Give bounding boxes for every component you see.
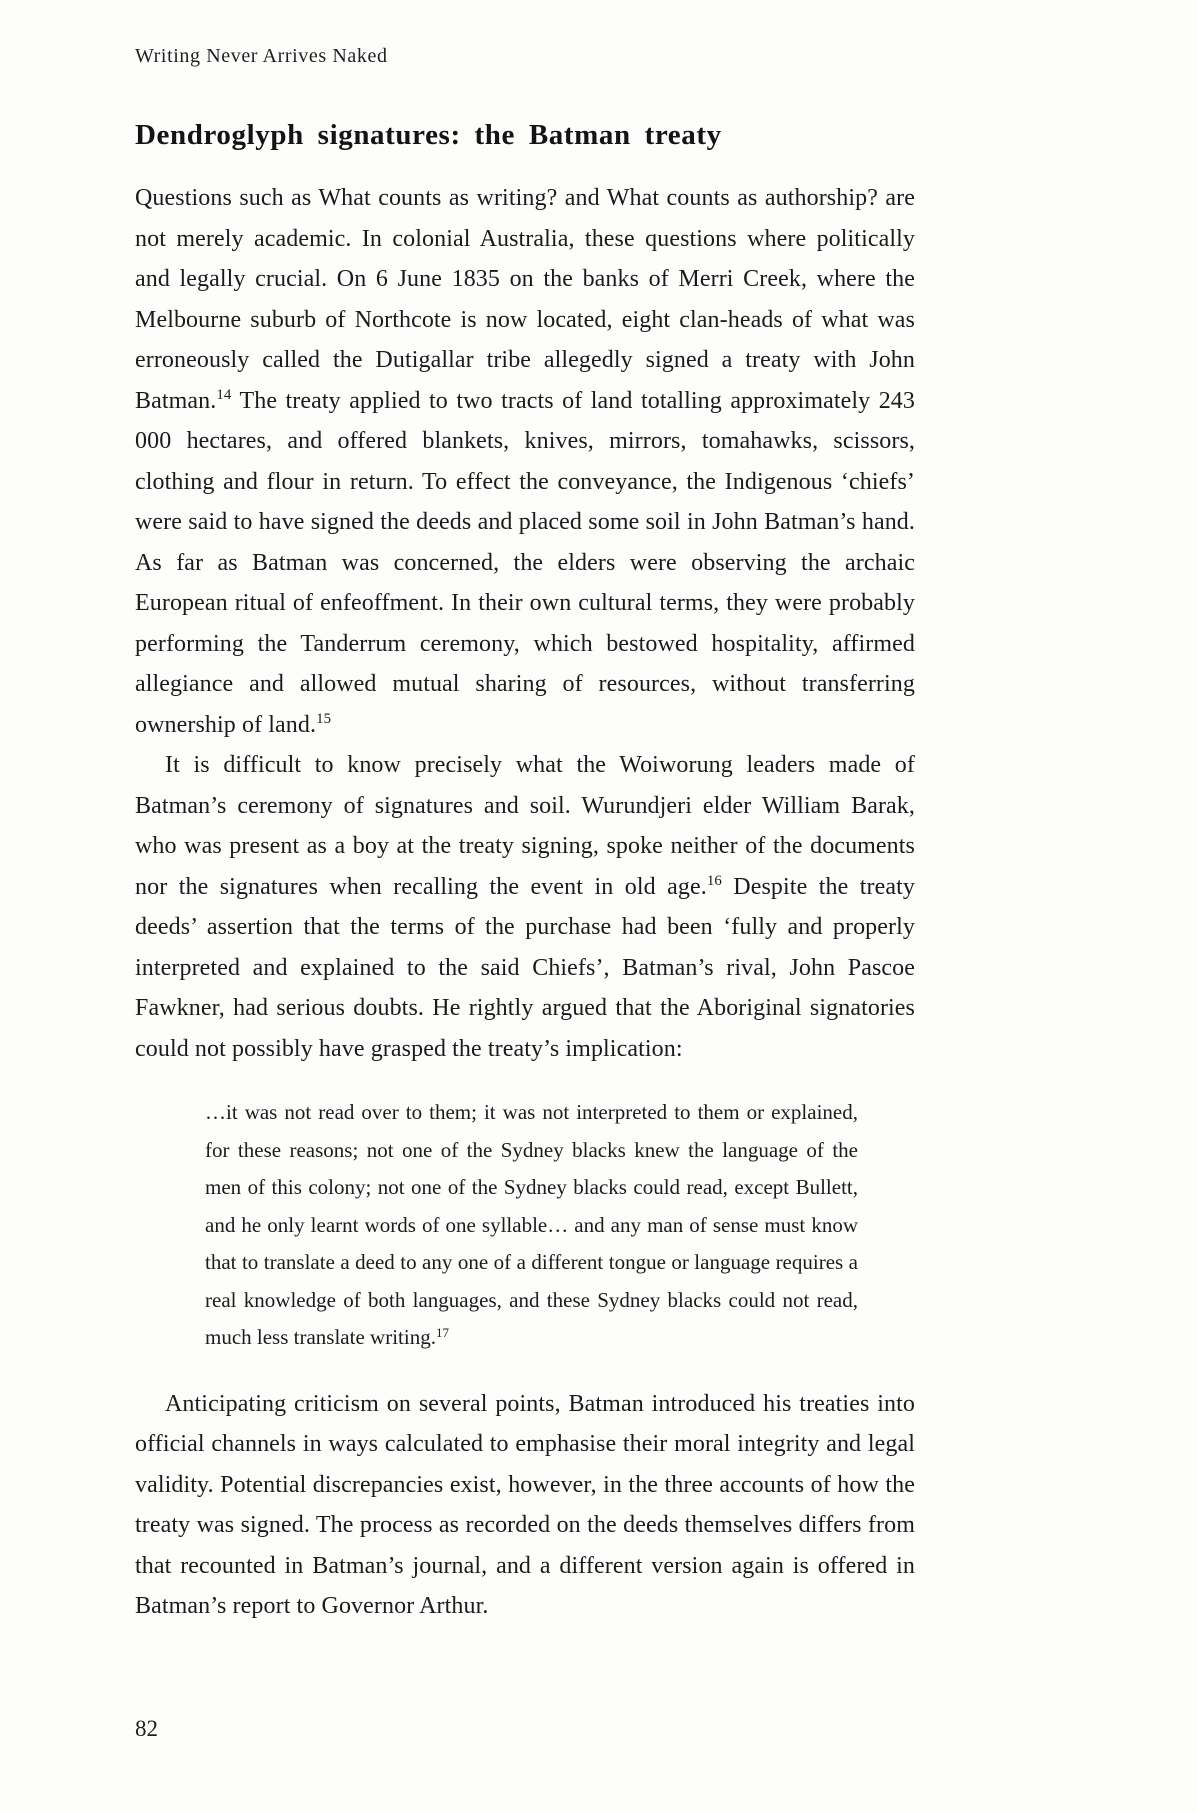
page-number: 82 (135, 1716, 158, 1741)
footnote-ref: 16 (706, 873, 722, 890)
body-paragraph: Anticipating criticism on several points, Batman introduced his treaties into official channels in ways calculated to emphasise their moral integrity and legal validity. Potential discrepancies exist, however, in the three accounts of how the treaty was signed. The process as recorded on the deeds themselves differs from that recounted in Batman’s journal, and a different version again is offered in Batman’s report to Governor Arthur. (135, 1390, 915, 1619)
body-paragraph: Questions such as What counts as writing? and What counts as authorship? are not merely academic. In colonial Australia, these questions where politically and legally crucial. On 6 June 1835 on the banks of Merri Creek, where the Melbourne suburb of Northcote is now located, eight clan-heads of what was erroneously called the Dutigallar tribe allegedly signed a treaty with John Batman.$^{14}$ The treaty applied to two tracts of land totalling approximately 243 000 hectares, and offered blankets, knives, mirrors, tomahawks, scissors, clothing and flour in return. To effect the conveyance, the Indigenous ‘chiefs’ were said to have signed the deeds and placed some soil in John Batman’s hand. As far as Batman was concerned, the elders were observing the archaic European ritual of enfeoffment. In their own cultural terms, they were probably performing the Tanderrum ceremony, which bestowed hospitality, affirmed allegiance and allowed mutual sharing of resources, without transferring ownership of land.$^{15}$ (135, 185, 915, 738)
block-quote: …it was not read over to them; it was not interpreted to them or explained, for these reasons; not one of the Sydney blacks knew the language of the men of this colony; not one of the Sydney blacks could read, except Bullett, and he only learnt words of one syllable… and any man of sense must know that to translate a deed to any one of a different tongue or language requires a real knowledge of both languages, and these Sydney blacks could not read, much less translate writing.$^{17}$ (205, 1100, 858, 1349)
footnote-ref: 15 (316, 711, 332, 728)
running-header: Writing Never Arrives Naked (135, 45, 388, 67)
section-heading: Dendroglyph signatures: the Batman treaty (135, 119, 722, 151)
body-paragraph: It is difficult to know precisely what the Woiworung leaders made of Batman’s ceremony of signatures and soil. Wurundjeri elder William Barak, who was present as a boy at the treaty signing, spoke neither of the documents nor the signatures when recalling the event in old age.$^{16}$ Despite the treaty deeds’ assertion that the terms of the purchase had been ‘fully and properly interpreted and explained to the said Chiefs’, Batman’s rival, John Pascoe Fawkner, had serious doubts. He rightly argued that the Aboriginal signatories could not possibly have grasped the treaty’s implication: (135, 752, 915, 1062)
footnote-ref: 17 (435, 1324, 449, 1340)
footnote-ref: 14 (216, 387, 232, 404)
body-content (135, 178, 915, 1627)
